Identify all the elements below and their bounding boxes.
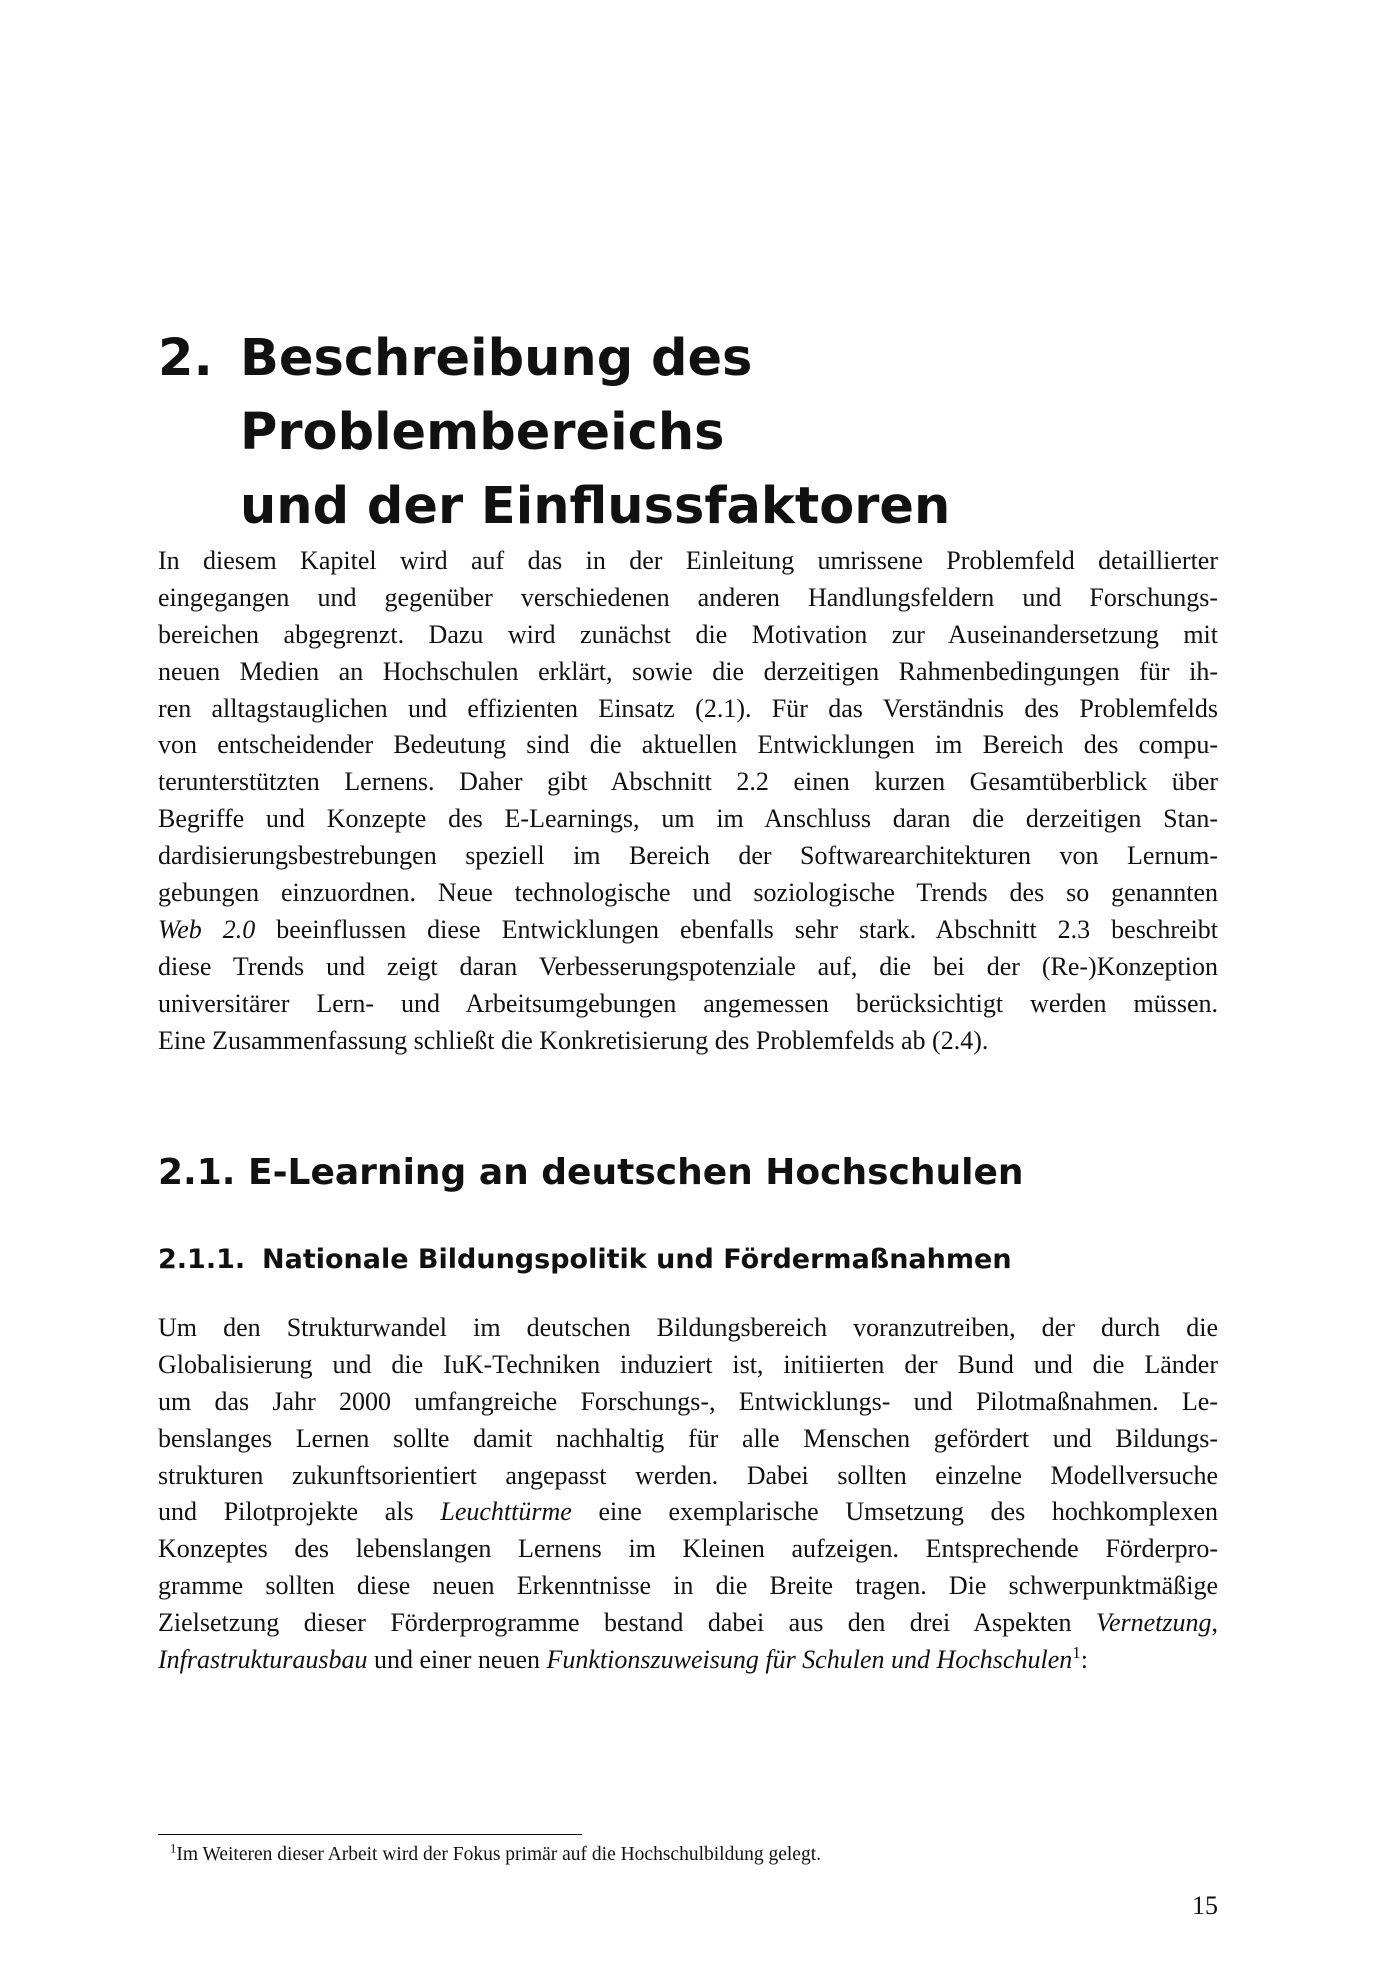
chapter-title-line-2: und der Einflussfaktoren <box>240 477 951 536</box>
body-line: Um den Strukturwandel im deutschen Bildungsbereich voranzutreiben, der durch die <box>158 1313 1218 1342</box>
funktionszuweisung-term: Funktionszuweisung für Schulen und Hochschulen <box>546 1645 1073 1675</box>
body-line <box>158 1642 1218 1679</box>
section-heading <box>158 1149 1024 1197</box>
body-line-text: , <box>1211 1608 1218 1638</box>
section-number: 2.1. <box>158 1152 236 1193</box>
chapter-number: 2. <box>158 329 213 388</box>
intro-line: von entscheidender Bedeutung sind die aktuellen Entwicklungen im Bereich des compu- <box>158 730 1218 760</box>
intro-paragraph <box>158 543 1218 1059</box>
footnote-marker: 1 <box>170 1841 177 1856</box>
subsection-number: 2.1.1. <box>158 1244 246 1275</box>
leuchttuerme-term: Leuchttürme <box>440 1497 572 1527</box>
intro-line: In diesem Kapitel wird auf das in der Einleitung umrissene Problemfeld detaillierter <box>158 546 1218 575</box>
intro-line: neuen Medien an Hochschulen erklärt, sowie die derzeitigen Rahmenbedingungen für ih- <box>158 656 1218 686</box>
intro-line: ren alltagstauglichen und effizienten Einsatz (2.1). Für das Verständnis des Problemfelds <box>158 693 1218 723</box>
intro-line: dardisierungsbestrebungen speziell im Bereich der Softwarearchitekturen von Lernum- <box>158 841 1218 871</box>
body-line-text: : <box>1080 1645 1088 1675</box>
intro-line-text: beeinflussen diese Entwicklungen ebenfalls sehr stark. Abschnitt 2.3 beschreibt <box>255 914 1218 944</box>
body-paragraph <box>158 1310 1218 1679</box>
subsection-title: Nationale Bildungspolitik und Fördermaßnahmen <box>262 1244 1012 1275</box>
body-line: um das Jahr 2000 umfangreiche Forschungs-, Entwicklungs- und Pilotmaßnahmen. Le- <box>158 1386 1218 1416</box>
body-line-text: und einer neuen <box>367 1645 547 1675</box>
chapter-title-line-1: Beschreibung des Problembereichs <box>240 329 753 462</box>
body-line: benslanges Lernen sollte damit nachhaltig für alle Menschen gefördert und Bildungs- <box>158 1423 1218 1453</box>
web20-term: Web 2.0 <box>158 914 256 944</box>
body-line: gramme sollten diese neuen Erkenntnisse in die Breite tragen. Die schwerpunktmäßige <box>158 1571 1218 1601</box>
vernetzung-term: Vernetzung <box>1095 1608 1212 1638</box>
intro-line: bereichen abgegrenzt. Dazu wird zunächst die Motivation zur Auseinandersetzung mit <box>158 619 1218 649</box>
intro-line: Begriffe und Konzepte des E-Learnings, um im Anschluss daran die derzeitigen Stan- <box>158 804 1218 834</box>
chapter-heading <box>158 322 1218 544</box>
subsection-heading <box>158 1242 1012 1278</box>
intro-line: terunterstützten Lernens. Daher gibt Abschnitt 2.2 einen kurzen Gesamtüberblick über <box>158 767 1218 797</box>
body-line <box>158 1605 1218 1642</box>
infrastrukturausbau-term: Infrastrukturausbau <box>158 1645 368 1675</box>
body-line: Konzeptes des lebenslangen Lernens im Kleinen aufzeigen. Entsprechende Förderpro- <box>158 1534 1218 1564</box>
footnote-rule <box>158 1834 582 1835</box>
intro-line: eingegangen und gegenüber verschiedenen anderen Handlungsfeldern und Forschungs- <box>158 582 1218 612</box>
footnote-reference[interactable]: 1 <box>1072 1642 1081 1662</box>
body-line-text: und Pilotprojekte als <box>158 1497 441 1527</box>
body-line-text: eine exemplarische Umsetzung des hochkomplexen <box>571 1497 1218 1527</box>
footnote-text: Im Weiteren dieser Arbeit wird der Fokus primär auf die Hochschulbildung gelegt. <box>176 1844 821 1865</box>
intro-line: universitärer Lern- und Arbeitsumgebungen angemessen berücksichtigt werden müssen. <box>158 988 1218 1018</box>
footnote <box>170 1842 821 1868</box>
intro-line: Eine Zusammenfassung schließt die Konkretisierung des Problemfelds ab (2.4). <box>158 1025 989 1055</box>
section-title: E-Learning an deutschen Hochschulen <box>248 1152 1024 1193</box>
body-line: strukturen zukunftsorientiert angepasst werden. Dabei sollten einzelne Modellversuche <box>158 1460 1218 1490</box>
intro-line: gebungen einzuordnen. Neue technologische und soziologische Trends des so genannten <box>158 878 1218 908</box>
document-page <box>158 0 1218 1969</box>
intro-line: diese Trends und zeigt daran Verbesserungspotenziale auf, die bei der (Re-)Konzeption <box>158 951 1218 981</box>
page-number: 15 <box>1192 1891 1218 1920</box>
body-line: Globalisierung und die IuK-Techniken induziert ist, initiierten der Bund und die Länder <box>158 1349 1218 1379</box>
body-line <box>158 1494 1218 1531</box>
intro-line <box>158 912 1218 949</box>
body-line-text: Zielsetzung dieser Förderprogramme bestand dabei aus den drei Aspekten <box>158 1608 1096 1638</box>
